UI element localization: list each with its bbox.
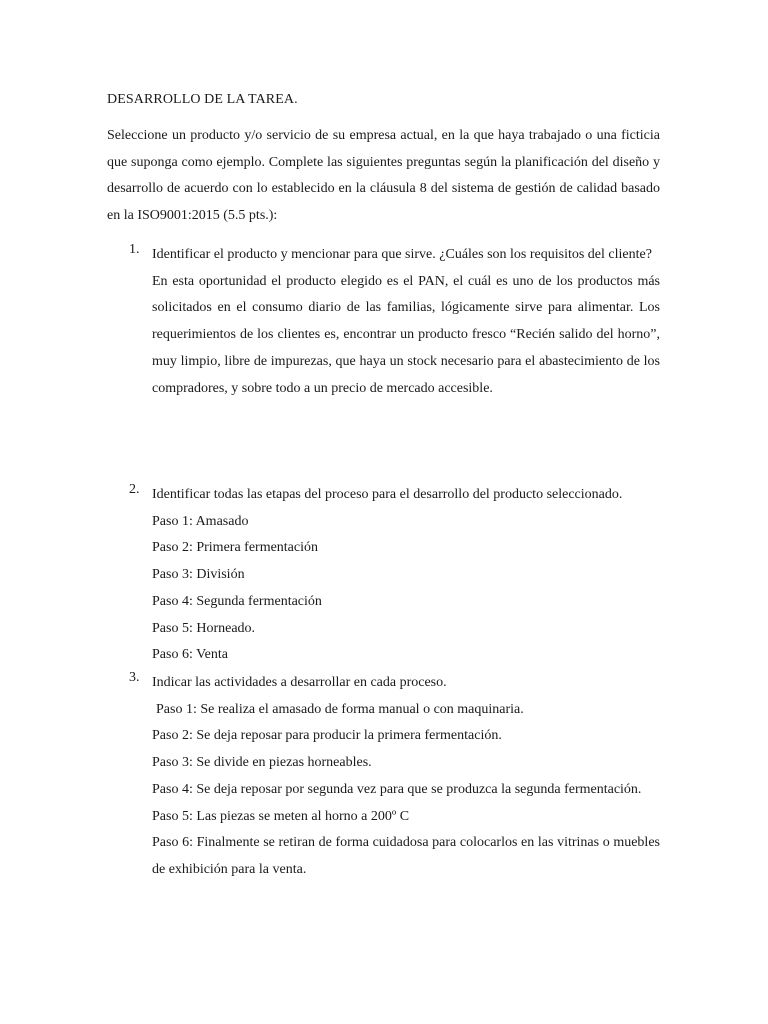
step-item: Paso 4: Se deja reposar por segunda vez para que se produzca la segunda fermentación.: [152, 781, 642, 797]
answer-text: En esta oportunidad el producto elegido es el PAN, el cuál es uno de los productos más solicitados en el consumo diario de las familias, lógicamente sirve para alimentar. Los requerimientos de los clientes es, encontrar un producto fresco “Recién salido del horno”, muy limpio, libre de impurezas, que haya un stock necesario para el abastecimiento de los compradores, y sobre todo a un precio de mercado accesible.: [152, 273, 660, 396]
question-1: [107, 242, 660, 402]
step-item: Paso 1: Se realiza el amasado de forma manual o con maquinaria.: [156, 701, 524, 717]
question-text: Identificar todas las etapas del proceso para el desarrollo del producto seleccionado.: [152, 487, 623, 502]
item-number: 1.: [129, 242, 140, 257]
document-title: DESARROLLO DE LA TAREA.: [107, 92, 298, 107]
list-item: [107, 242, 660, 402]
step-item: Paso 6: Venta: [152, 647, 228, 663]
step-item: Paso 3: Se divide en piezas horneables.: [152, 755, 372, 771]
step-item: Paso 3: División: [152, 567, 245, 583]
question-3: [107, 670, 660, 884]
step-item: Paso 6: Finalmente se retiran de forma cuidadosa para colocarlos en las vitrinas o muebles de exhibición para la venta.: [152, 835, 660, 877]
intro-paragraph: Seleccione un producto y/o servicio de su empresa actual, en la que haya trabajado o una ficticia que suponga como ejemplo. Complete las siguientes preguntas según la planificación del diseño y desarrollo de acuerdo con lo establecido en la cláusula 8 del sistema de gestión de calidad basado en la ISO9001:2015 (5.5 pts.):: [107, 128, 660, 223]
item-number: 2.: [129, 482, 140, 497]
step-item: Paso 2: Primera fermentación: [152, 540, 319, 556]
list-item: [107, 670, 660, 884]
item-number: 3.: [129, 670, 140, 685]
question-text: Indicar las actividades a desarrollar en cada proceso.: [152, 675, 447, 690]
step-item: Paso 2: Se deja reposar para producir la primera fermentación.: [152, 728, 502, 744]
list-item: [107, 482, 660, 669]
step-item: Paso 4: Segunda fermentación: [152, 593, 322, 609]
step-item: Paso 5: Horneado.: [152, 620, 256, 636]
step-item: Paso 1: Amasado: [152, 513, 249, 529]
question-2: [107, 482, 660, 669]
step-item: Paso 5: Las piezas se meten al horno a 200º C: [152, 808, 410, 824]
question-text: Identificar el producto y mencionar para que sirve. ¿Cuáles son los requisitos del cliente?: [152, 247, 652, 262]
